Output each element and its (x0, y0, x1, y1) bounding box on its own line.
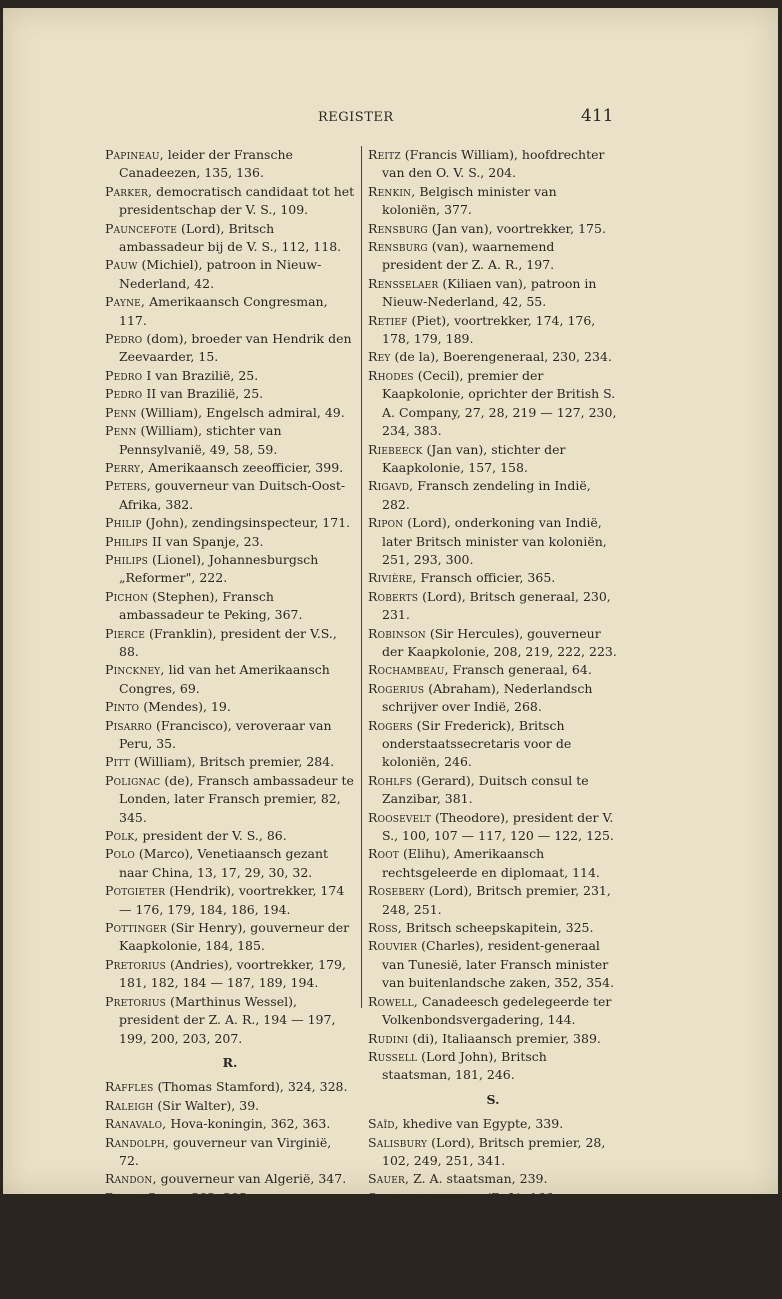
entry-text: (Sir Henry), gouverneur der Kaapkolonie, 184, 185. (119, 920, 350, 954)
entry-text: (Francis William), hoofdrechter van den O. V. S., 204. (382, 147, 605, 181)
entry-text: (Charles), resident-generaal van Tunesië, later Fransch minister van buitenlandsche zaken, 352, 354. (382, 938, 615, 991)
index-entry (368, 477, 618, 514)
entry-name: Russell (368, 1048, 418, 1064)
index-entry (105, 367, 355, 385)
entry-text: (Elihu), Amerikaansch rechtsgeleerde en diplomaat, 114. (382, 846, 600, 880)
entry-name: Polignac (105, 772, 161, 788)
entry-text: (Lord), Britsch premier, 231, 248, 251. (382, 883, 611, 917)
entry-name: Salisbury (368, 1134, 428, 1150)
index-entry (105, 551, 355, 588)
page-number: 411 (581, 106, 614, 126)
index-column-left (105, 146, 355, 1281)
entry-text: (Michiel), patroon in Nieuw-Nederland, 42. (119, 257, 322, 291)
entry-text: Belgisch minister van koloniën, 377. (382, 183, 557, 218)
entry-name: Pottinger (105, 920, 167, 936)
index-entry (368, 1207, 618, 1244)
entry-text: (Sir Frederick), Britsch onderstaatssecretaris voor de koloniën, 246. (382, 717, 572, 770)
entry-text: (Lord), onderkoning van Indië, 322. (119, 1208, 354, 1242)
entry-text: Fransch generaal, 64. (448, 662, 592, 678)
index-entry (105, 993, 355, 1048)
entry-text: (Abraham), Nederlandsch schrijver over Indië, 268. (382, 680, 593, 715)
entry-text: (Sir Walter), 39. (153, 1097, 260, 1113)
entry-name: Rogerius (368, 680, 425, 696)
index-entry (368, 1030, 618, 1048)
entry-name: Papineau, (105, 147, 164, 162)
entry-text: (Lord), Britsch premier, 28, 102, 249, 251, 341. (382, 1134, 606, 1168)
entry-text: (Jan van), stichter der Kaapkolonie, 157, 158. (382, 441, 566, 475)
entry-name: Pretorius (105, 956, 167, 972)
entry-text: khedive van Egypte, 339. (398, 1116, 564, 1132)
index-entry (105, 220, 355, 257)
index-entry (368, 919, 618, 937)
entry-text: (Thomas Stamford), 324, 328. (153, 1079, 348, 1095)
entry-text: gouverneur van Virginië, 72. (119, 1134, 332, 1168)
index-entry (105, 753, 355, 771)
index-entry (105, 1115, 355, 1133)
index-entry (368, 1189, 618, 1207)
index-entry (105, 146, 355, 183)
entry-text: (de la), Boerengeneraal, 230, 234. (390, 349, 612, 365)
index-entry (368, 220, 618, 238)
entry-name: Pretorius (105, 993, 167, 1009)
index-entry (368, 772, 618, 809)
entry-text: (Stephen), Fransch ambassadeur te Peking, 367. (119, 588, 303, 623)
index-entry (368, 882, 618, 919)
index-entry (105, 533, 355, 551)
entry-text: (William), stichter van Pennsylvanië, 49, 58, 59. (119, 423, 282, 457)
entry-name: Pauncefote (105, 220, 178, 236)
entry-text: gouverneur van Algerië, 347. (156, 1171, 347, 1187)
entry-text: lid van het Amerikaansch Congres, 69. (119, 662, 330, 696)
entry-text: Amerikaansch Congresman, 117. (119, 294, 328, 328)
entry-name: Pauw (105, 257, 138, 273)
entry-name: Penn (105, 423, 137, 439)
running-title: REGISTER (318, 110, 394, 125)
entry-text: (John), zendingsinspecteur, 171. (141, 515, 351, 531)
entry-name: Pierce (105, 625, 145, 641)
index-entry (368, 1244, 618, 1299)
index-column-right (368, 146, 618, 1299)
entry-name: Pinckney, (105, 662, 165, 678)
index-entry (368, 588, 618, 625)
entry-name: Pedro (105, 367, 143, 383)
entry-text: (Gerard), Duitsch consul te Zanzibar, 381. (382, 772, 589, 807)
entry-name: Philip (105, 515, 142, 531)
section-letter: S. (486, 1091, 500, 1107)
index-entry (105, 330, 355, 367)
page-header (3, 106, 778, 130)
entry-text: Amerikaansch zeeofficier, 399. (144, 459, 344, 475)
entry-name: Reichardt, (105, 1244, 172, 1260)
entry-name: Perry, (105, 459, 145, 475)
entry-name: Rigavd, (368, 478, 414, 494)
index-entry (368, 809, 618, 846)
entry-name: Rochambeau, (368, 662, 449, 678)
entry-text: (William), Britsch premier, 284. (129, 754, 335, 770)
entry-name: Payne, (105, 294, 146, 310)
index-entry (105, 1097, 355, 1115)
entry-name: Schley, (368, 1208, 416, 1224)
index-entry (105, 293, 355, 330)
entry-text: (de), Fransch ambassadeur te Londen, later Fransch premier, 82, 345. (119, 772, 354, 825)
entry-name: Pichon (105, 588, 149, 604)
entry-text: democratisch candidaat tot het presidentschap der V. S., 109. (119, 183, 355, 218)
index-entry (105, 588, 355, 625)
entry-name: Pedro (105, 331, 143, 347)
entry-text: leider der Fransche Canadeezen, 135, 136. (119, 147, 293, 181)
entry-name: Pisarro (105, 717, 152, 733)
index-entry (105, 698, 355, 716)
entry-text: (Andries), voortrekker, 179, 181, 182, 184 — 187, 189, 194. (119, 956, 346, 991)
index-entry (105, 956, 355, 993)
entry-name: Ranavalo, (105, 1116, 167, 1132)
book-page (3, 8, 778, 1297)
entry-text: Hova-koningin, 362, 363. (166, 1116, 331, 1132)
entry-name: Penn (105, 404, 137, 420)
index-entry (105, 772, 355, 827)
index-entry (105, 404, 355, 422)
entry-text: (R. J.), 166. (482, 1189, 558, 1205)
entry-text: Fransch zendeling in Indië, 282. (382, 478, 591, 512)
entry-text: (dom), broeder van Hendrik den Zeevaarder, 15. (119, 331, 352, 365)
entry-text: (van), waarnemend president der Z. A. R., 197. (382, 239, 555, 273)
index-entry (368, 275, 618, 312)
entry-text: (William), Engelsch admiral, 49. (136, 404, 345, 420)
entry-name: Saïd, (368, 1116, 399, 1132)
entry-name: Rogers (368, 717, 413, 733)
index-entry (368, 845, 618, 882)
entry-name: Roberts (368, 588, 419, 604)
index-entry (368, 937, 618, 992)
entry-name: Rensburg (368, 239, 428, 255)
entry-name: Pedro (105, 386, 143, 402)
entry-name: Robinson (368, 625, 426, 641)
entry-text: (Francisco), veroveraar van Peru, 35. (119, 717, 332, 751)
entry-text: Britsch scheepskapitein, 325. (401, 920, 594, 936)
entry-name: Rensburg (368, 220, 428, 236)
entry-name: Potgieter (105, 883, 166, 899)
entry-text: (Kiliaen van), patroon in Nieuw-Nederland, 42, 55. (382, 275, 597, 310)
index-entry (105, 459, 355, 477)
entry-name: Raffles (105, 1079, 154, 1095)
entry-name: Roosevelt (368, 809, 432, 825)
index-entry (105, 625, 355, 662)
entry-text: gouverneur van Duitsch-Oost-Afrika, 382. (119, 478, 346, 512)
entry-name: Schimmelpenninck (368, 1189, 483, 1205)
index-entry (105, 1244, 355, 1281)
index-entry (105, 183, 355, 220)
entry-name: Randon, (105, 1171, 157, 1187)
index-entry (368, 569, 618, 587)
index-entry (368, 441, 618, 478)
entry-text: Fransch officier, 365. (416, 570, 556, 586)
entry-text: president der V. S., 86. (138, 828, 287, 844)
index-entry (368, 717, 618, 772)
index-entry (105, 845, 355, 882)
entry-name: Philips (105, 551, 148, 567)
entry-name: Randolph, (105, 1134, 170, 1150)
entry-text: (Franklin), president der V.S., 88. (119, 625, 337, 659)
entry-text: (Lord), Britsch generaal, 230, 231. (382, 588, 611, 623)
entry-name: Reitz (368, 147, 401, 162)
index-entry (368, 661, 618, 679)
entry-name: Ross, (368, 920, 402, 936)
entry-text: (Jan van), voortrekker, 175. (427, 220, 606, 236)
index-entry (105, 1134, 355, 1171)
index-entry (368, 367, 618, 441)
entry-name: Pitt (105, 754, 130, 770)
entry-text: (Lord John), Britsch staatsman, 181, 246. (382, 1048, 547, 1083)
entry-name: Rudini (368, 1030, 409, 1046)
entry-text: Z. A. staatsman, 239. (409, 1171, 548, 1187)
entry-name: Raleigh (105, 1097, 154, 1113)
entry-text: (Theodore), president der V. S., 100, 107 — 117, 120 — 122, 125. (382, 809, 614, 844)
index-entry (368, 514, 618, 569)
index-entry (105, 661, 355, 698)
entry-text: (Sir Hercules), gouverneur der Kaapkolonie, 208, 219, 222, 223. (382, 625, 617, 659)
entry-text: (Lord), Britsch ambassadeur bij de V. S., 112, 118. (119, 220, 342, 255)
entry-name: Peters, (105, 478, 151, 494)
entry-text: II van Brazilië, 25. (142, 386, 264, 402)
section-letter: R. (222, 1054, 238, 1070)
entry-name: Rosebery (368, 883, 425, 899)
entry-name: Polk, (105, 828, 139, 844)
entry-text: (Lionel), Johannesburgsch „Reformer", 222. (119, 551, 319, 586)
entry-name: Rohlfs (368, 772, 413, 788)
entry-name: Rouvier (368, 938, 418, 954)
index-entry (105, 385, 355, 403)
index-entry (368, 1115, 618, 1133)
entry-name: Pinto (105, 699, 140, 715)
entry-text: (Marthinus Wessel), president der Z. A. R., 194 — 197, 199, 200, 203, 207. (119, 993, 336, 1046)
entry-text: (Mendes), 19. (139, 699, 231, 715)
index-entry (368, 312, 618, 349)
index-entry (368, 1048, 618, 1085)
index-entry (368, 1170, 618, 1188)
index-entry (105, 1207, 355, 1244)
entry-name: Rey (368, 349, 391, 365)
entry-text: (Stephanus), commandant-generaal der republiek Zoutpansberg, 194, 195, 197. (382, 1244, 606, 1297)
index-entry (105, 827, 355, 845)
index-entry (105, 422, 355, 459)
index-entry (368, 183, 618, 220)
index-entry (368, 1134, 618, 1171)
entry-text: 292, 293. (187, 1189, 252, 1205)
index-entry (368, 348, 618, 366)
entry-name: Rivière, (368, 570, 417, 586)
entry-text: (Marco), Venetiaansch gezant naar China, 13, 17, 29, 30, 32. (119, 846, 329, 880)
entry-name: Rhodes (368, 367, 414, 383)
index-entry (105, 514, 355, 532)
entry-name: Schoeman (368, 1244, 431, 1260)
entry-text: (di), Italiaansch premier, 389. (408, 1030, 601, 1046)
entry-text: II van Spanje, 23. (147, 533, 264, 549)
entry-name: Retief (368, 312, 408, 328)
index-entry (368, 625, 618, 662)
index-entry (105, 1170, 355, 1188)
entry-text: Amerikaansch admiraal, 105, 114. (382, 1208, 606, 1242)
entry-name: Riebeeck (368, 441, 423, 457)
index-entry (105, 1189, 355, 1207)
entry-name: Ranjit Singh, (105, 1189, 188, 1205)
entry-name: Philips (105, 533, 148, 549)
entry-name: Parker, (105, 183, 153, 199)
index-entry (368, 680, 618, 717)
entry-name: Rowell, (368, 993, 418, 1009)
index-entry (368, 146, 618, 183)
index-entry (105, 717, 355, 754)
index-entry (105, 882, 355, 919)
entry-text: Duitsch ontdekkingsreiziger, 372. (119, 1244, 281, 1279)
entry-name: Root (368, 846, 399, 862)
entry-text: (Lord), onderkoning van Indië, later Britsch minister van koloniën, 251, 293, 300. (382, 515, 607, 567)
entry-name: Renkin, (368, 183, 416, 199)
index-entry (368, 238, 618, 275)
entry-text: Canadeesch gedelegeerde ter Volkenbondsvergadering, 144. (382, 993, 612, 1028)
column-divider (361, 146, 362, 1008)
entry-text: (Piet), voortrekker, 174, 176, 178, 179, 189. (382, 312, 596, 347)
entry-text: (Hendrik), voortrekker, 174 — 176, 179, 184, 186, 194. (119, 883, 345, 917)
index-entry (105, 256, 355, 293)
index-entry (368, 993, 618, 1030)
entry-text: (Cecil), premier der Kaapkolonie, oprichter der British S. A. Company, 27, 28, 219 — 127, 230, 234, 383. (382, 367, 617, 439)
entry-name: Polo (105, 846, 135, 862)
entry-name: Rensselaer (368, 275, 439, 291)
index-entry (105, 477, 355, 514)
index-entry (105, 1078, 355, 1096)
entry-name: Sauer, (368, 1171, 410, 1187)
entry-text: I van Brazilië, 25. (142, 367, 259, 383)
index-entry (105, 919, 355, 956)
entry-name: Ripon (368, 515, 404, 531)
entry-name: Reading (105, 1208, 155, 1224)
